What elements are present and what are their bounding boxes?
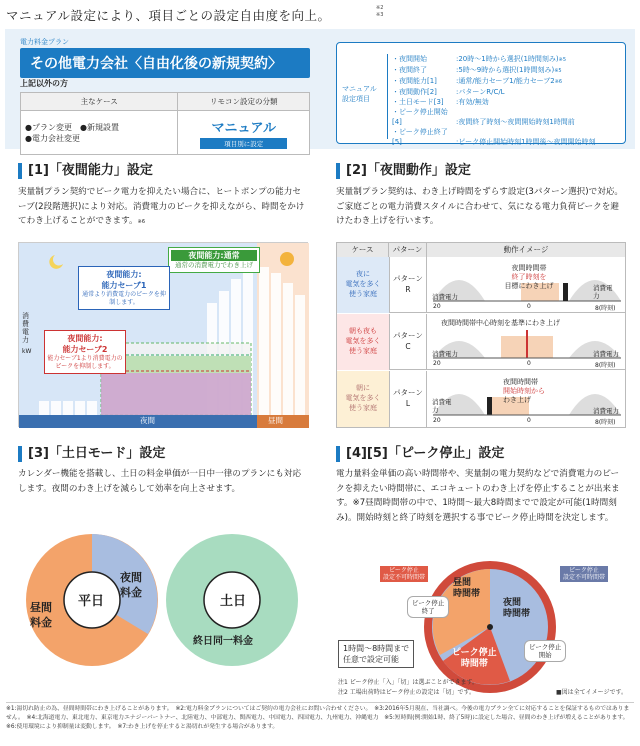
row-case: 夜に 電気を多く 使う家庭	[337, 257, 389, 313]
save1-callout	[78, 266, 170, 310]
row-l-right: 消費電力	[593, 407, 619, 415]
row-case: 朝も夜も 電気を多く 使う家庭	[337, 314, 389, 370]
s2-title: [2]「夜間動作」設定	[336, 163, 471, 179]
s45-text: 電力量料金単価の高い時間帯や、実量制の電力契約などで消費電力のピークを抑えたい時間帯に、エコキュートのわき上げを停止することが出来ます。※7昼間時間帯の中で、1時間〜最大8時間までで設定が可能(1時間刻み)。開始時刻と終了時刻を選択する事でピーク停止時間を決定します。	[336, 469, 620, 523]
axis-8: 8(時刻)	[595, 362, 616, 369]
case-line: ●プラン変更 ●新規設置	[25, 122, 119, 132]
s3-title: [3]「土日モード」設定	[18, 446, 165, 462]
s1-note: ※6	[137, 219, 146, 225]
axis-8: 8(時刻)	[595, 305, 616, 312]
s2-text: 実量制プラン契約は、わき上げ時間をずらす設定(3パターン選択)で対応。ご家庭ごとの電力消費スタイルに合わせて、気になる電力負荷ピークを避けたわき上げを行います。	[336, 187, 624, 226]
sun-icon	[280, 252, 294, 266]
row-l-left: 消費電力	[432, 398, 452, 414]
item-val: :ピーク停止開始時刻1時間後〜夜間開始時刻	[456, 138, 596, 146]
s2-h-image: 動作イメージ	[503, 245, 549, 254]
day-fee-label: 昼間 料金	[30, 601, 52, 629]
case-line: ●電力会社変更	[25, 133, 80, 143]
plan-label: 電力料金プラン	[20, 38, 69, 46]
row-l-img3: わき上げ	[503, 396, 531, 404]
s1-unit: kW	[22, 348, 32, 355]
weekday-label: 平日	[78, 594, 105, 609]
flat-label: 終日同一料金	[193, 636, 253, 647]
save2-desc: 能力セーブ1より消費電力のピークを抑制します。	[47, 355, 123, 370]
remote-col: リモコン設定の分類	[178, 93, 310, 111]
save1-desc: 通常より消費電力のピークを抑制します。	[82, 291, 166, 306]
s1-ylabel: 消費電力	[22, 312, 29, 344]
not-settable-right: ピーク停止 設定不可時間帯	[560, 566, 608, 582]
row-r-img2: 終了時刻を	[511, 273, 547, 281]
moon-icon	[49, 255, 63, 269]
s2-row-r	[337, 257, 625, 313]
axis-0: 0	[527, 417, 531, 424]
item-note: ※6	[554, 79, 563, 85]
s1-text	[18, 185, 308, 230]
item-note: ※5	[554, 68, 562, 74]
normal-callout	[168, 247, 260, 273]
axis-20: 20	[433, 417, 441, 424]
s3-pies	[22, 530, 312, 670]
normal-desc: 通常の消費電力でわき上げ	[175, 261, 253, 269]
row-l-img1: 夜間時間帯	[503, 378, 538, 386]
plan-title: その他電力会社〈自由化後の新規契約〉	[20, 48, 310, 78]
case-table	[20, 92, 310, 155]
row-r-left: 消費電力	[432, 293, 458, 301]
s1-day-label: 昼間	[268, 416, 283, 425]
axis-20: 20	[433, 360, 441, 367]
save2-title: 夜間能力:	[67, 334, 103, 343]
headline-note: ※2	[376, 5, 384, 11]
clock-center	[487, 624, 493, 630]
s1-text-body: 実量制プラン契約でピーク電力を抑えたい場合に、ヒートポンプの能力セーブ(2段階選択)により対応。消費電力のピークを抑えながら、時間をかけてわき上げることができます。	[18, 187, 305, 226]
row-case: 朝に 電気を多く 使う家庭	[337, 371, 389, 427]
row-c-img1: 夜間時間帯中心時刻を基準にわき上げ	[441, 319, 560, 327]
night-fee-label: 夜間 料金	[120, 571, 142, 599]
normal-title: 夜間能力:通常	[171, 250, 257, 261]
manual-item	[392, 76, 632, 87]
s1-title: [1]「夜間能力」設定	[18, 163, 153, 179]
row-pattern: パターン R	[389, 257, 427, 313]
row-c-right: 消費電力	[593, 350, 619, 358]
save2-callout	[44, 330, 126, 374]
peak-zone-label: ピーク停止 時間帯	[452, 648, 497, 669]
row-c-left: 消費電力	[432, 350, 458, 358]
axis-8: 8(時刻)	[595, 419, 616, 426]
s1-night-label: 夜間	[140, 416, 155, 425]
row-r-img3: 目標にわき上げ	[504, 282, 554, 290]
s2-row-c	[337, 314, 625, 370]
s3-text: カレンダー機能を搭載し、土日の料金単価が一日中一律のプランにも対応します。夜間のわき上げを減らして効率を向上させます。	[18, 469, 302, 494]
s45-note1: 注1 ピーク停止「入」「切」は選ぶことができます。	[338, 679, 479, 686]
item-note: ※5	[558, 57, 567, 63]
night-label: 夜間 時間帯	[503, 598, 531, 619]
s2-h-case: ケース	[337, 243, 389, 257]
item-key: ・夜間能力[1]	[392, 77, 437, 85]
item-val: :通常/能力セーブ1/能力セーブ2	[456, 77, 555, 85]
manual-item	[392, 54, 632, 65]
save2-band	[101, 373, 251, 415]
footnotes: ※1:湯切れ防止の為、昼間時間帯にわき上げることがあります。 ※2:電力料金プランについてはご契約の電力会社にお問い合わせください。 ※3:2016年5月現在、当社調べ。今後の電力プラン全てに対応することを保証するものではありません。 ※4:北海道電力、東北電力、東京電力エナジーパートナー、北陸電力、中部電力、関西電力、中国電力、四国電力、九州電力、沖縄電力 ※5:短時間(例:開始1時、終了5時)に設定した場合、昼間のわき上げが増えることがあります。 ※6:使用環境により抑制量は変動します。 ※7:わき上げを停止すると湯切れが発生する場合があります。	[6, 706, 632, 730]
axis-0: 0	[527, 360, 531, 367]
item-val: :夜間終了時刻〜夜間開始時刻1時間前	[456, 118, 575, 126]
daytime-label: 昼間 時間帯	[453, 578, 481, 599]
mode-name: マニュアル	[211, 120, 276, 136]
peak-start-bubble: ピーク停止 開始	[524, 640, 566, 662]
manual-item	[392, 127, 632, 147]
s45-note2: 注2 工場出荷時はピーク停止の設定は「切」です。	[338, 689, 476, 696]
night-bar	[19, 415, 257, 428]
footnote-rule	[6, 702, 634, 703]
row-r-img1: 夜間時間帯	[511, 264, 547, 272]
s45-title: [4][5]「ピーク停止」設定	[336, 446, 504, 462]
s2-h-pattern: パターン	[389, 243, 427, 257]
mode-note: 項目別に設定	[200, 138, 287, 149]
item-val: :有効/無効	[456, 98, 489, 106]
item-key: ・ピーク停止開始[4]	[392, 108, 448, 126]
headline: マニュアル設定により、項目ごとの設定自由度を向上。	[6, 8, 331, 23]
s2-row-l	[337, 371, 625, 427]
not-settable-left: ピーク停止 設定不可時間帯	[380, 566, 428, 582]
range-box: 1時間〜8時間まで 任意で設定可能	[338, 640, 414, 668]
axis-0: 0	[527, 303, 531, 310]
manual-divider	[387, 54, 388, 139]
item-key: ・夜間終了	[392, 66, 427, 74]
item-key: ・夜間開始	[392, 55, 427, 63]
headline-note: ※3	[376, 12, 384, 18]
manual-item	[392, 65, 632, 76]
image-note: ■図は全てイメージです。	[556, 689, 628, 696]
marker	[487, 397, 492, 415]
save1-title: 夜間能力:	[106, 270, 142, 279]
marker	[563, 283, 568, 301]
row-l-img2: 開始時刻から	[503, 387, 545, 395]
item-key: ・夜間動作[2]	[392, 88, 437, 96]
manual-item	[392, 107, 632, 127]
save2-title2: 能力セーブ2	[62, 345, 108, 354]
weekend-label: 土日	[220, 594, 247, 609]
day-bar	[257, 415, 309, 428]
row-pattern: パターン L	[389, 371, 427, 427]
row-r-right: 消費電力	[593, 284, 613, 300]
item-val: :パターンR/C/L	[456, 88, 505, 96]
item-val: :20時〜1時から選択(1時間刻み)	[456, 55, 559, 63]
axis-20: 20	[433, 303, 441, 310]
manual-list	[392, 54, 632, 147]
peak-end-bubble: ピーク停止 終了	[407, 596, 449, 618]
plan-sub: 上記以外の方	[20, 79, 68, 88]
item-key: ・土日モード[3]	[392, 98, 444, 106]
manual-item	[392, 97, 632, 107]
row-pattern: パターン C	[389, 314, 427, 370]
save1-title2: 能力セーブ1	[101, 281, 147, 290]
case-col: 主なケース	[21, 93, 178, 111]
item-val: :5時〜9時から選択(1時間刻み)	[456, 66, 555, 74]
item-key: ・ピーク停止終了[5]	[392, 128, 448, 146]
manual-label: マニュアル 設定項目	[342, 85, 377, 103]
manual-item	[392, 87, 632, 97]
